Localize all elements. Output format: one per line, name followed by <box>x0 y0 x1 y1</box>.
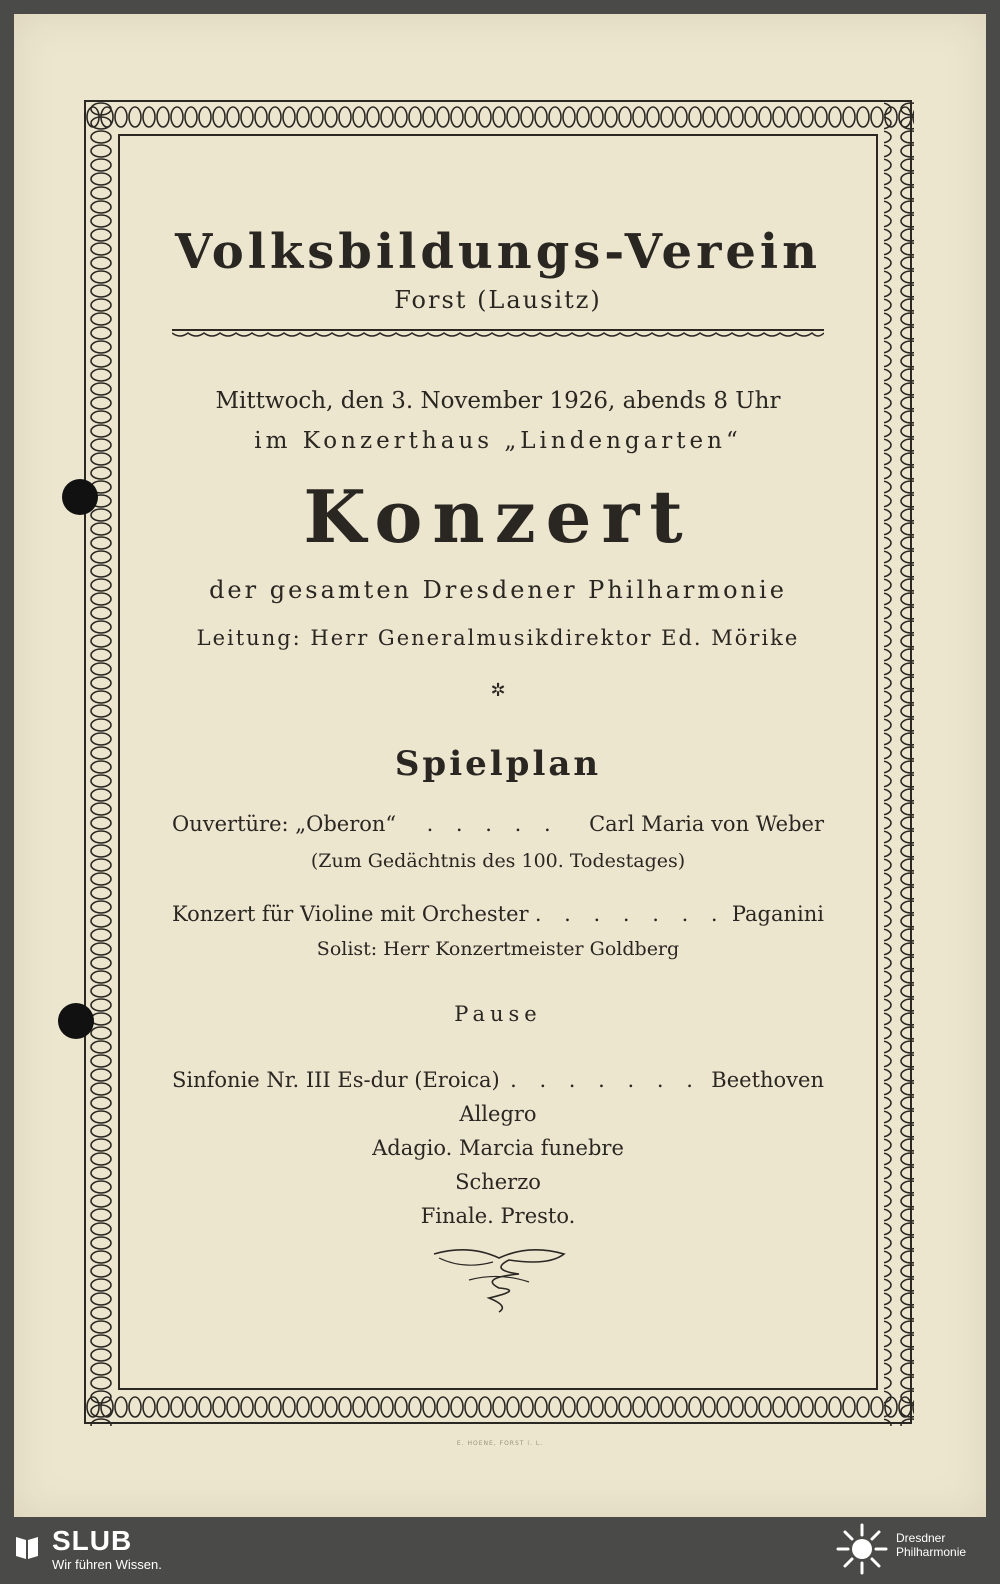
orchestra-line: der gesamten Dresdener Philharmonie <box>209 576 787 604</box>
work-title: Konzert für Violine mit Orchester <box>172 902 529 926</box>
footer-bar <box>0 1517 1000 1584</box>
leader-dots: . . . . . . . <box>534 902 726 926</box>
partner-name-line: Philharmonie <box>896 1545 967 1559</box>
work-title: Sinfonie Nr. III Es-dur (Eroica) <box>172 1068 500 1092</box>
leader-dots: . . . . . <box>426 812 559 836</box>
event-venue: im Konzerthaus „Lindengarten“ <box>254 428 742 454</box>
movement: Scherzo <box>455 1170 541 1194</box>
event-date: Mittwoch, den 3. November 1926, abends 8 Uhr <box>215 388 781 414</box>
ornamental-border <box>84 100 912 1424</box>
organization-title: Volksbildungs-Verein <box>174 224 822 280</box>
book-icon <box>12 1533 42 1563</box>
punch-hole <box>62 479 98 515</box>
star-ornament: ✲ <box>490 680 506 701</box>
composer-name: Paganini <box>731 902 824 926</box>
program-item <box>172 1068 824 1092</box>
program-sheet <box>14 14 986 1517</box>
program-note: (Zum Gedächtnis des 100. Todestages) <box>310 850 686 872</box>
decorative-rule <box>172 328 824 338</box>
event-title: Konzert <box>303 474 693 559</box>
partner-name-line: Dresdner <box>896 1531 946 1545</box>
program-item <box>172 812 824 836</box>
sunburst-icon <box>836 1523 888 1575</box>
work-title: Ouvertüre: „Oberon“ <box>172 812 397 836</box>
leadership-line: Leitung: Herr Generalmusikdirektor Ed. Mörike <box>196 626 800 650</box>
movement: Allegro <box>459 1102 537 1126</box>
soloist-note: Solist: Herr Konzertmeister Goldberg <box>316 938 680 960</box>
content-area <box>118 134 878 1390</box>
program-item <box>172 902 824 926</box>
partner-logo-text <box>896 1531 966 1559</box>
movement: Adagio. Marcia funebre <box>372 1136 624 1160</box>
movement: Finale. Presto. <box>420 1204 576 1228</box>
punch-hole <box>58 1003 94 1039</box>
organization-place: Forst (Lausitz) <box>394 286 602 314</box>
program-heading: Spielplan <box>394 744 602 784</box>
flourish-ornament <box>429 1244 569 1314</box>
leader-dots: . . . . . . . <box>510 1068 701 1092</box>
slub-tagline: Wir führen Wissen. <box>52 1557 162 1572</box>
pause-label: Pause <box>454 1002 542 1026</box>
printer-imprint: E. HOENE, FORST i. L. <box>456 1440 544 1447</box>
slub-logo-text: SLUB <box>52 1525 133 1556</box>
composer-name: Carl Maria von Weber <box>589 812 824 836</box>
composer-name: Beethoven <box>711 1068 824 1092</box>
